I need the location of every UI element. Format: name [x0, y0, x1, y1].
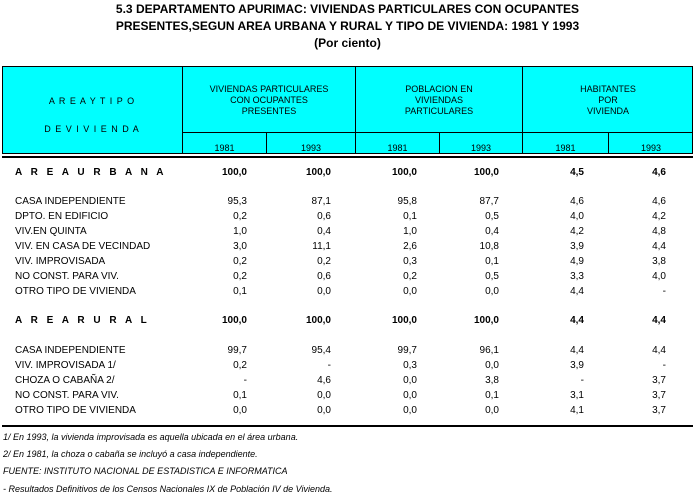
row-value: 0,0 — [233, 405, 247, 416]
row-value: 0,0 — [485, 360, 499, 371]
row-value: 3,7 — [652, 405, 666, 416]
header-area-tipo-1: A R E A Y T I P O — [48, 96, 136, 106]
row-value: 1,0 — [233, 226, 247, 237]
row-value: 100,0 — [391, 315, 417, 326]
row-value: 0,1 — [233, 390, 247, 401]
header-bottom-rule — [2, 156, 693, 158]
year-label: 1993 — [470, 143, 492, 153]
footnote-1: 1/ En 1993, la vivienda improvisada es aquella ubicada en el área urbana. — [3, 432, 299, 442]
header-text: VIVIENDAS PARTICULARES — [209, 84, 329, 94]
header-text: PRESENTES — [241, 106, 297, 116]
table-row — [0, 226, 695, 241]
header-divider — [182, 132, 693, 133]
table-row — [0, 256, 695, 271]
row-value: 0,2 — [233, 271, 247, 282]
row-value: 3,1 — [570, 390, 584, 401]
row-label: OTRO TIPO DE VIVIENDA — [15, 286, 136, 297]
row-value: 0,1 — [233, 286, 247, 297]
row-value: 0,6 — [317, 211, 331, 222]
row-value: 0,4 — [317, 226, 331, 237]
table-row — [0, 390, 695, 405]
row-value: 99,7 — [397, 345, 417, 356]
row-label: VIV. EN CASA DE VECINDAD — [15, 241, 151, 252]
row-label: CASA INDEPENDIENTE — [15, 196, 126, 207]
header-text: VIVIENDA — [586, 106, 629, 116]
row-value: - — [327, 360, 331, 371]
row-value: 4,1 — [570, 405, 584, 416]
row-value: 4,6 — [317, 375, 331, 386]
row-value: 0,5 — [485, 271, 499, 282]
footnote-source: FUENTE: INSTITUTO NACIONAL DE ESTADISTICA E INFORMATICA — [3, 466, 288, 476]
row-value: 100,0 — [221, 315, 247, 326]
row-label: NO CONST. PARA VIV. — [15, 271, 119, 282]
row-value: 4,6 — [652, 167, 666, 178]
table-row — [0, 375, 695, 390]
row-value: 4,4 — [652, 345, 666, 356]
row-value: 3,7 — [652, 375, 666, 386]
row-value: 0,3 — [403, 256, 417, 267]
row-value: 0,0 — [317, 390, 331, 401]
row-value: 87,7 — [479, 196, 499, 207]
header-area-tipo-2: D E V I V I E N D A — [44, 124, 140, 134]
year-label: 1981 — [387, 143, 408, 153]
row-value: 0,2 — [317, 256, 331, 267]
row-value: - — [662, 360, 666, 371]
table-row — [0, 241, 695, 256]
area-rural-total-row — [0, 315, 695, 330]
row-value: 95,8 — [397, 196, 417, 207]
table-bottom-rule — [2, 425, 693, 427]
row-value: 100,0 — [473, 167, 499, 178]
header-habitantes — [523, 84, 693, 117]
row-value: 4,4 — [570, 315, 584, 326]
row-label: OTRO TIPO DE VIVIENDA — [15, 405, 136, 416]
row-value: 0,1 — [485, 256, 499, 267]
row-label: VIV. IMPROVISADA — [15, 256, 106, 267]
row-value: 4,6 — [652, 196, 666, 207]
row-value: 1,0 — [403, 226, 417, 237]
row-value: 0,0 — [403, 405, 417, 416]
row-value: 0,0 — [403, 390, 417, 401]
row-label: A R E A R U R A L — [15, 315, 150, 326]
row-label: DPTO. EN EDIFICIO — [15, 211, 109, 222]
row-value: 11,1 — [312, 241, 331, 252]
header-poblacion — [356, 84, 522, 117]
row-value: 3,0 — [233, 241, 247, 252]
row-value: - — [580, 375, 584, 386]
title-line-1: 5.3 DEPARTAMENTO APURIMAC: VIVIENDAS PARTICULARES CON OCUPANTES — [115, 2, 580, 16]
row-value: 95,3 — [227, 196, 247, 207]
row-value: 4,9 — [570, 256, 584, 267]
row-label: VIV.EN QUINTA — [15, 226, 87, 237]
row-value: 4,5 — [570, 167, 584, 178]
row-value: 0,0 — [403, 375, 417, 386]
row-value: 4,4 — [570, 286, 584, 297]
area-urbana-total-row — [0, 167, 695, 182]
header-viviendas — [183, 84, 355, 117]
year-label: 1993 — [640, 143, 662, 153]
row-value: 4,0 — [652, 271, 666, 282]
row-value: 4,2 — [570, 226, 584, 237]
row-label: NO CONST. PARA VIV. — [15, 390, 119, 401]
footnote-2: 2/ En 1981, la choza o cabaña se incluyó a casa independiente. — [3, 449, 258, 459]
row-value: 87,1 — [311, 196, 331, 207]
title-line-3: (Por ciento) — [314, 36, 381, 50]
row-label: VIV. IMPROVISADA 1/ — [15, 360, 116, 371]
row-value: 0,1 — [485, 390, 499, 401]
row-value: 96,1 — [479, 345, 499, 356]
row-label: A R E A U R B A N A — [15, 167, 167, 178]
row-value: 0,0 — [485, 286, 499, 297]
row-value: 0,3 — [403, 360, 417, 371]
row-value: 3,3 — [570, 271, 584, 282]
row-value: 0,2 — [233, 256, 247, 267]
header-text: HABITANTES — [580, 84, 636, 94]
row-value: 4,2 — [652, 211, 666, 222]
row-value: 100,0 — [473, 315, 499, 326]
row-label: CHOZA O CABAÑA 2/ — [15, 375, 115, 386]
row-value: 3,8 — [485, 375, 499, 386]
row-value: 99,7 — [227, 345, 247, 356]
header-text: PARTICULARES — [404, 106, 474, 116]
row-value: 0,5 — [485, 211, 499, 222]
row-value: 3,9 — [570, 241, 584, 252]
row-value: 0,0 — [317, 286, 331, 297]
row-label: CASA INDEPENDIENTE — [15, 345, 126, 356]
row-value: 100,0 — [221, 167, 247, 178]
title-line-2: PRESENTES,SEGUN AREA URBANA Y RURAL Y TIPO DE VIVIENDA: 1981 Y 1993 — [115, 19, 580, 33]
row-value: 3,8 — [652, 256, 666, 267]
row-value: 0,0 — [317, 405, 331, 416]
row-value: 10,8 — [479, 241, 499, 252]
row-value: - — [243, 375, 247, 386]
row-value: 95,4 — [311, 345, 331, 356]
table-row — [0, 345, 695, 360]
row-value: 0,1 — [403, 211, 417, 222]
table-row — [0, 196, 695, 211]
row-value: 4,0 — [570, 211, 584, 222]
row-value: 3,9 — [570, 360, 584, 371]
table-row — [0, 286, 695, 301]
row-value: 4,4 — [652, 241, 666, 252]
year-label: 1993 — [300, 143, 322, 153]
row-value: 0,2 — [233, 211, 247, 222]
header-text: VIVIENDAS — [414, 95, 463, 105]
table-row — [0, 211, 695, 226]
row-value: 4,4 — [570, 345, 584, 356]
table-row — [0, 405, 695, 420]
header-text: POBLACION EN — [405, 84, 473, 94]
row-value: 0,6 — [317, 271, 331, 282]
row-value: 0,0 — [485, 405, 499, 416]
row-value: 100,0 — [305, 315, 331, 326]
footnote-results: - Resultados Definitivos de los Censos Nacionales IX de Población IV de Vivienda. — [3, 484, 333, 494]
row-value: 0,2 — [403, 271, 417, 282]
row-value: 4,8 — [652, 226, 666, 237]
row-value: 0,2 — [233, 360, 247, 371]
table-row — [0, 271, 695, 286]
table-row — [0, 360, 695, 375]
header-text: POR — [598, 95, 618, 105]
row-value: 100,0 — [305, 167, 331, 178]
row-value: 3,7 — [652, 390, 666, 401]
row-value: 2,6 — [403, 241, 417, 252]
year-label: 1981 — [555, 143, 576, 153]
row-value: 0,4 — [485, 226, 499, 237]
row-value: - — [662, 286, 666, 297]
row-value: 100,0 — [391, 167, 417, 178]
row-value: 4,4 — [652, 315, 666, 326]
year-label: 1981 — [214, 143, 235, 153]
row-value: 0,0 — [403, 286, 417, 297]
header-text: CON OCUPANTES — [230, 95, 308, 105]
row-value: 4,6 — [570, 196, 584, 207]
